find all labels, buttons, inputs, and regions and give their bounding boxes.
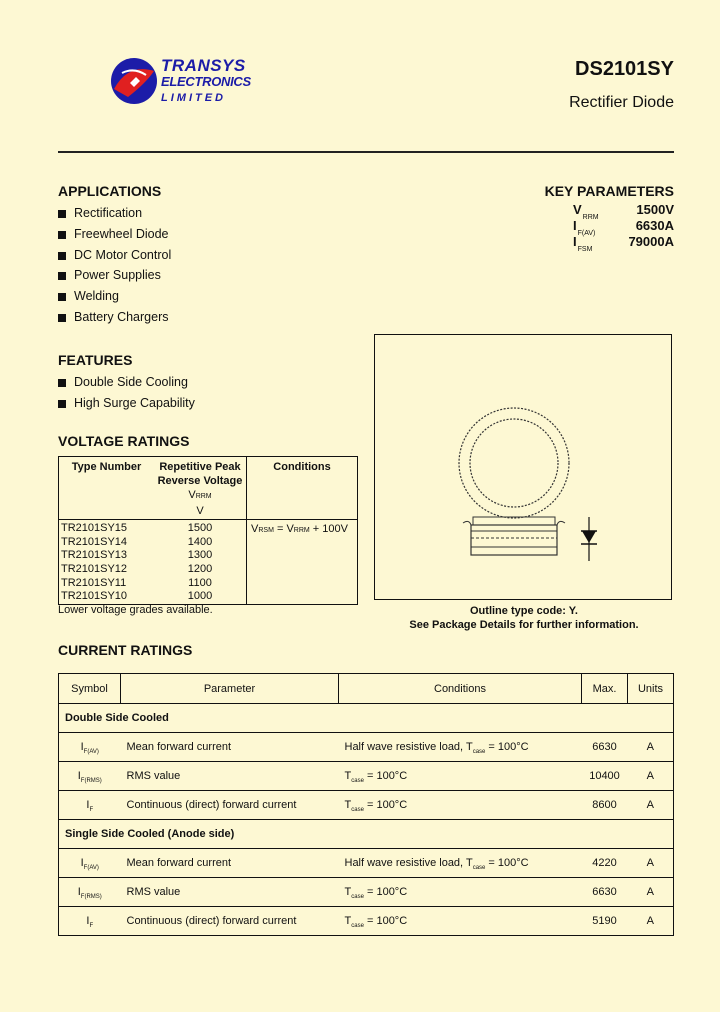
unit-cell: A [628,762,674,791]
list-item [58,393,318,414]
bullet-icon [58,379,66,387]
col-header-conditions: Conditions [247,457,358,520]
list-item-label: High Surge Capability [74,395,195,410]
cond-subscript: case [472,749,486,755]
cond-text: T [344,799,352,811]
list-item-label: Battery Chargers [74,309,169,324]
list-item-label: Double Side Cooling [74,375,188,389]
parameter-cell: RMS value [121,762,339,791]
col-header-voltage-subscript: RRM [195,493,212,500]
symbol-subscript: F(AV) [83,865,99,871]
part-number: DS2101SY [575,58,674,80]
cond-text: Half wave resistive load, T [344,741,473,753]
table-row [59,791,674,820]
kp-symbol: I [573,234,577,249]
cond-tail: = 100°C [485,741,529,753]
table-cell: TR2101SY15 [61,522,128,534]
col-header-voltage [154,457,247,520]
kp-subscript: F(AV) [577,230,596,237]
key-parameters-heading: KEY PARAMETERS [544,183,674,199]
table-row [59,849,674,878]
cond-tail: = 100°C [363,799,408,811]
cond-subscript: RSM [258,527,274,534]
conditions-cell [339,849,582,878]
section-title: Double Side Cooled [59,704,674,733]
list-item [58,372,318,393]
features-heading: FEATURES [58,352,133,368]
table-cell: 1300 [187,549,213,562]
col-header-type: Type Number [59,457,155,520]
parameter-cell: Mean forward current [121,849,339,878]
company-logo [108,53,251,109]
voltage-ratings-table [58,456,358,605]
col-header-symbol: Symbol [71,682,108,695]
table-cell: TR2101SY14 [61,535,128,548]
current-ratings-heading: CURRENT RATINGS [58,642,193,658]
table-cell: 1400 [187,535,213,548]
symbol-cell [59,733,121,762]
max-cell: 8600 [582,791,628,820]
table-cell: 1000 [187,590,213,603]
current-ratings-table [58,673,674,936]
logo-text [161,58,251,106]
table-row [59,878,674,907]
key-parameter-row [573,234,674,253]
max-cell: 5190 [582,907,628,936]
kp-value: 79000A [628,234,674,249]
kp-value: 1500V [636,202,674,217]
col-header-voltage-line2: Reverse Voltage [157,475,243,487]
table-cell: TR2101SY11 [61,576,127,589]
parameter-cell: Continuous (direct) forward current [121,791,339,820]
bullet-icon [58,400,66,408]
table-row [59,907,674,936]
list-item-label: Rectification [74,206,143,220]
max-cell: 6630 [582,878,628,907]
cond-subscript: case [351,923,364,929]
outline-note: See Package Details for further information. [409,619,639,631]
cond-text: T [344,886,352,898]
kp-subscript: FSM [577,246,593,253]
kp-value: 6630A [635,218,674,233]
cond-subscript: case [351,894,364,900]
symbol-subscript: F(RMS) [80,778,102,784]
kp-subscript: RRM [582,214,599,221]
table-cell: 1500 [187,522,213,534]
table-row [59,733,674,762]
symbol-subscript: F(RMS) [80,894,102,900]
cond-tail: = 100°C [363,770,408,782]
table-cell: TR2101SY10 [61,590,128,603]
parameter-cell: Mean forward current [121,733,339,762]
symbol: I [77,886,81,898]
key-parameter-row [573,202,674,221]
bullet-icon [58,231,66,239]
symbol-subscript: F [89,923,94,929]
cond-text: T [344,770,352,782]
list-item-label: Freewheel Diode [74,226,169,241]
bullet-icon [58,210,66,218]
cond-tail: = 100°C [363,915,408,927]
parameter-cell: RMS value [121,878,339,907]
unit-cell: A [628,907,674,936]
unit-cell: A [628,733,674,762]
table-cell: TR2101SY12 [61,563,128,576]
cond-subscript: RRM [293,527,310,534]
list-item-label: Welding [74,289,119,304]
parameter-cell: Continuous (direct) forward current [121,907,339,936]
symbol-subscript: F(AV) [83,749,99,755]
cond-symbol: V [251,523,259,535]
list-item [58,245,318,266]
conditions-cell [247,520,358,605]
col-header-conditions: Conditions [339,674,582,704]
cond-subscript: case [351,778,364,784]
col-header-voltage-symbol: V [188,489,196,501]
header-divider [58,151,674,153]
package-outline-drawing [375,335,671,599]
symbol-subscript: F [89,807,94,813]
col-header-max: Max. [582,674,628,704]
logo-line-3: LIMITED [161,92,226,104]
symbol-cell [59,878,121,907]
symbol-cell [59,849,121,878]
document-subtitle: Rectifier Diode [569,94,674,111]
bullet-icon [58,252,66,260]
cond-text: T [344,915,352,927]
conditions-cell [339,907,582,936]
unit-cell: A [628,849,674,878]
type-number-cell [59,520,155,605]
cond-text: Half wave resistive load, T [344,857,473,869]
conditions-cell [339,878,582,907]
conditions-cell [339,733,582,762]
list-item [58,286,318,307]
symbol: I [86,915,90,927]
table-cell: 1100 [188,576,212,589]
bullet-icon [58,314,66,322]
table-cell: TR2101SY13 [61,549,128,562]
symbol: I [77,770,81,782]
outline-code: Outline type code: Y. [470,605,578,617]
max-cell: 6630 [582,733,628,762]
list-item [58,265,318,286]
symbol-cell [59,762,121,791]
unit-cell: A [628,791,674,820]
globe-logo-icon [108,53,160,105]
logo-line-2: ELECTRONICS [161,74,251,89]
cond-tail: = 100°C [363,886,408,898]
voltage-ratings-heading: VOLTAGE RATINGS [58,433,190,449]
symbol: I [80,741,84,753]
voltage-note: Lower voltage grades available. [58,604,213,616]
cond-tail: = 100°C [485,857,529,869]
conditions-cell [339,791,582,820]
list-item [58,224,318,245]
table-cell: 1200 [187,563,213,576]
symbol-cell [59,791,121,820]
applications-list [58,203,318,328]
symbol-cell [59,907,121,936]
col-header-parameter: Parameter [121,674,339,704]
unit-cell: A [628,878,674,907]
max-cell: 4220 [582,849,628,878]
cond-subscript: case [472,865,486,871]
symbol: I [80,857,84,869]
list-item [58,203,318,224]
list-item-label: Power Supplies [74,268,161,283]
kp-symbol: V [573,202,582,217]
cond-tail: + 100V [309,523,348,535]
max-cell: 10400 [582,762,628,791]
conditions-cell [339,762,582,791]
logo-line-1: TRANSYS [161,56,246,75]
list-item-label: DC Motor Control [74,247,172,262]
list-item [58,307,318,328]
features-list [58,372,318,414]
voltage-cell [154,520,247,605]
col-header-voltage-unit: V [196,505,204,517]
outline-drawing-box [374,334,672,600]
col-header-units: Units [628,674,674,704]
cond-subscript: case [351,807,364,813]
section-title: Single Side Cooled (Anode side) [59,820,674,849]
table-row [59,762,674,791]
kp-symbol: I [573,218,577,233]
applications-heading: APPLICATIONS [58,183,162,199]
bullet-icon [58,272,66,280]
col-header-voltage-line1: Repetitive Peak [159,461,241,473]
symbol: I [86,799,90,811]
key-parameter-row [573,218,674,237]
cond-equals: = V [273,523,294,535]
bullet-icon [58,293,66,301]
